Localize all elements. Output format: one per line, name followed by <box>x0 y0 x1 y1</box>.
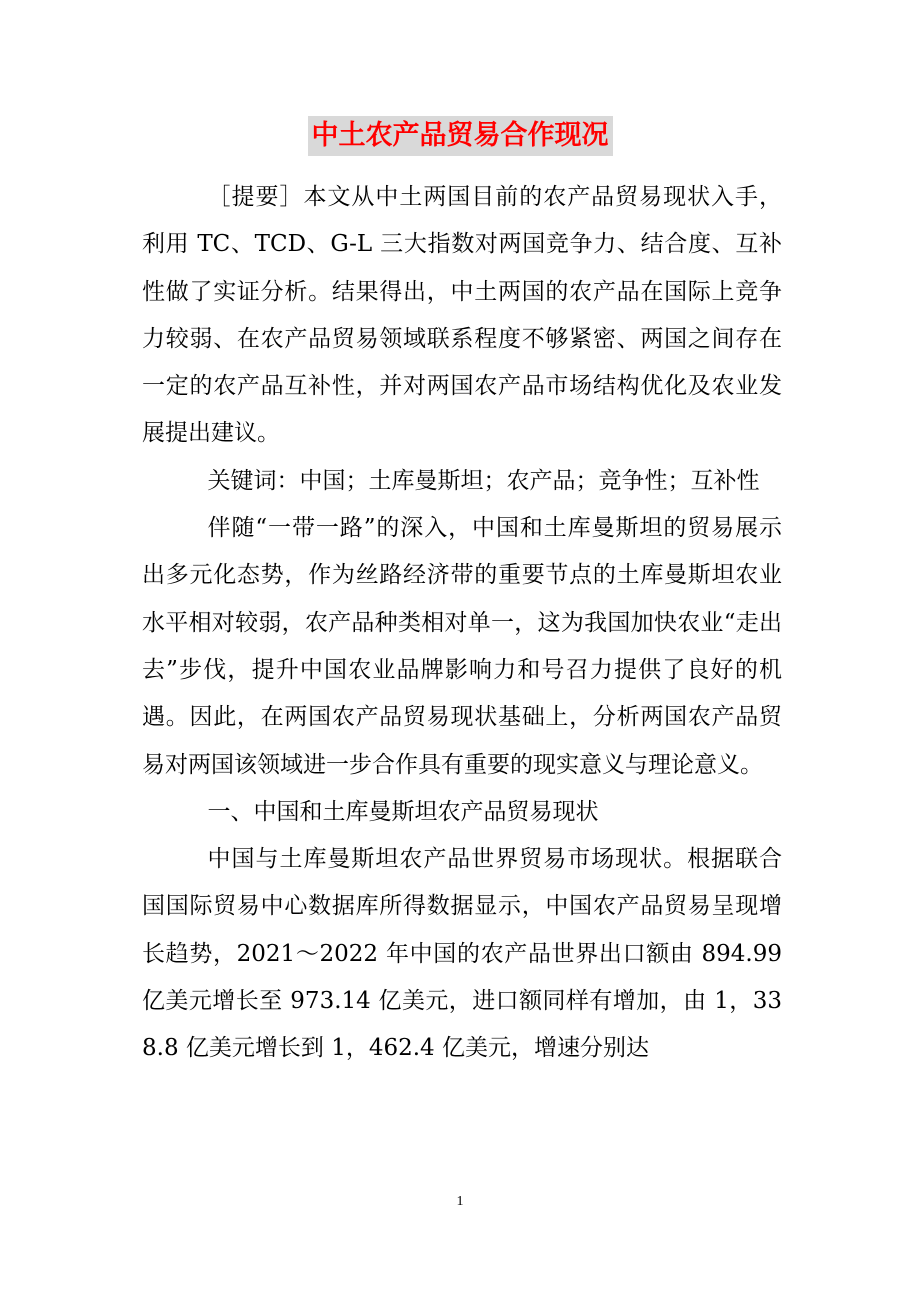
introduction-paragraph: 伴随“一带一路”的深入，中国和土库曼斯坦的贸易展示出多元化态势，作为丝路经济带的重要节点的土库曼斯坦农业水平相对较弱，农产品种类相对单一，这为我国加快农业“走出去”步伐，提升中国农业品牌影响力和号召力提供了良好的机遇。因此，在两国农产品贸易现状基础上，分析两国农产品贸易对两国该领域进一步合作具有重要的现实意义与理论意义。 <box>142 515 782 778</box>
section-heading: 一、中国和土库曼斯坦农产品贸易现状 <box>207 798 599 825</box>
title-container <box>0 116 920 156</box>
keywords-paragraph: 关键词：中国；土库曼斯坦；农产品；竞争性；互补性 <box>207 467 760 494</box>
section-paragraph: 中国与土库曼斯坦农产品世界贸易市场现状。根据联合国国际贸易中心数据库所得数据显示，中国农产品贸易呈现增长趋势，2021～2022 年中国的农产品世界出口额由 894.99 亿美元增长至 973.14 亿美元，进口额同样有增加，由 1，338.8 亿美元增长到 1，462.4 亿美元，增速分别达 <box>142 846 782 1062</box>
page-number: 1 <box>456 1194 464 1209</box>
abstract-paragraph: ［提要］本文从中土两国目前的农产品贸易现状入手，利用 TC、TCD、G-L 三大指数对两国竞争力、结合度、互补性做了实证分析。结果得出，中土两国的农产品在国际上竞争力较弱、在农产品贸易领域联系程度不够紧密、两国之间存在一定的农产品互补性，并对两国农产品市场结构优化及农业发展提出建议。 <box>142 184 782 447</box>
document-title: 中土农产品贸易合作现况 <box>308 116 613 156</box>
document-body <box>142 174 782 1073</box>
